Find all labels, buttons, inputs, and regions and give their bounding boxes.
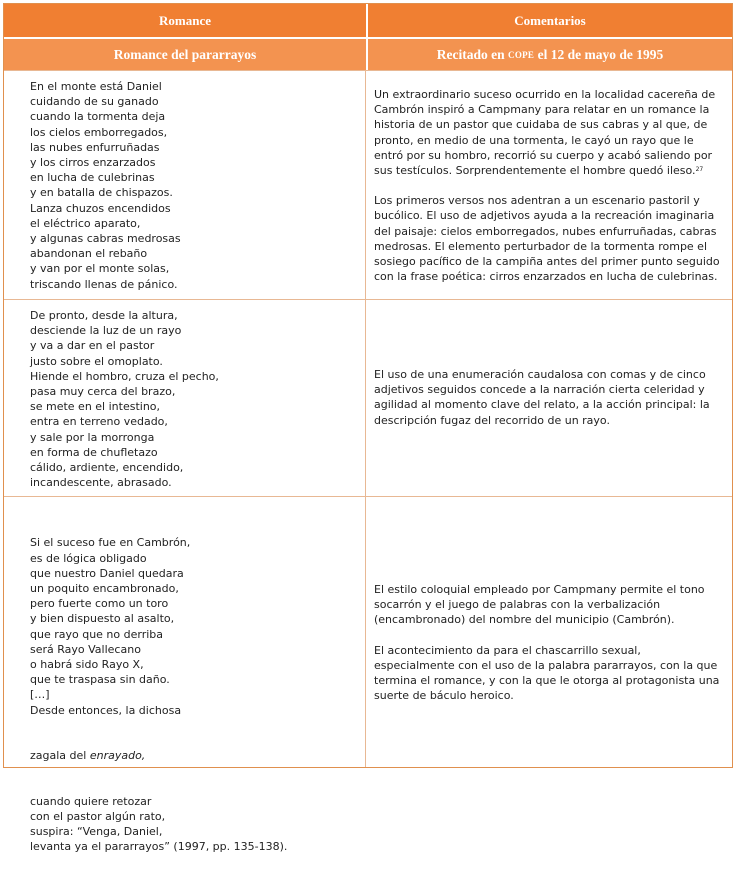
verse-line: se mete en el intestino, — [30, 400, 161, 414]
comment-paragraph: Los primeros versos nos adentran a un escenario pastoril y bucólico. El uso de adjetivos ayuda a la recreación imaginaria del paisaje: cielos emborregados, nubes enfurruñadas, cabras medrosas. El elemento perturbador de la tormenta rompe el sosiego pacífico de la campiña antes del primer punto seguido con la frase poética: cirros enzarzados en lucha de culebrinas. — [374, 194, 720, 284]
verse-line: cuando la tormenta deja — [30, 110, 166, 124]
verse-line: Lanza chuzos encendidos — [30, 201, 171, 215]
cope-label: COPE — [508, 49, 535, 60]
verse-line: triscando llenas de pánico. — [30, 277, 178, 291]
verse-line: y los cirros enzarzados — [30, 156, 156, 170]
verse-line: justo sobre el omoplato. — [30, 354, 163, 368]
table-header — [4, 4, 732, 37]
verse-line: y van por el monte solas, — [30, 262, 170, 276]
verse-line: en forma de chufletazo — [30, 445, 158, 459]
verse-line: es de lógica obligado — [30, 551, 147, 565]
comment-paragraph: Un extraordinario suceso ocurrido en la localidad cacereña de Cambrón inspiró a Campmany para relatar en un romance la historia de un pastor que cuidaba de sus cabras y al que, de pronto, en medio de una tormenta, le cayó un rayo que le entró por su hombro, recorrió su cuerpo y acabó saliendo por sus testículos. Sorprendentemente el hombre quedó ileso.$^{27}$ — [374, 88, 716, 178]
verse-line: levanta ya el pararrayos” (1997, pp. 135-138). — [30, 840, 288, 854]
romance-table — [3, 3, 733, 854]
footnote-ref: 27 — [695, 166, 704, 174]
comment-paragraph: El acontecimiento da para el chascarrillo sexual, especialmente con el uso de la palabra pararrayos, con la que termina el romance, y con la que le otorga al protagonista una suerte de báculo heroico. — [374, 643, 720, 703]
verse-block — [4, 71, 366, 299]
verse-line: las nubes enfurruñadas — [30, 140, 160, 154]
verse-line: el eléctrico aparato, — [30, 216, 141, 230]
column-header-comentarios: Comentarios — [514, 12, 586, 28]
table-row — [4, 496, 732, 854]
verse-line: Si el suceso fue en Cambrón, — [30, 536, 191, 550]
verse-line: En el monte está Daniel — [30, 80, 162, 93]
verse-line: zagala del enrayado, — [30, 749, 146, 763]
subheader-recital-info: Recitado en COPE el 12 de mayo de 1995 — [436, 46, 664, 62]
column-header-romance: Romance — [4, 4, 368, 37]
verse-line: […] — [30, 688, 50, 702]
comment-block — [366, 497, 732, 767]
verse-line: cuidando de su ganado — [30, 95, 159, 109]
verse-line: suspira: “Venga, Daniel, — [30, 825, 163, 839]
verse-line: desciende la luz de un rayo — [30, 324, 182, 338]
verse-line: De pronto, desde la altura, — [30, 309, 178, 322]
verse-line: Desde entonces, la dichosa — [30, 703, 182, 717]
verse-line: o habrá sido Rayo X, — [30, 658, 144, 672]
verse-line: incandescente, abrasado. — [30, 476, 172, 490]
verse-line: cuando quiere retozar — [30, 794, 152, 808]
subheader-poem-title: Romance del pararrayos — [4, 39, 368, 70]
table-row — [4, 70, 732, 299]
table-row — [4, 299, 732, 496]
table-subheader — [4, 37, 732, 70]
verse-line: que rayo que no derriba — [30, 627, 164, 641]
verse-block — [4, 300, 366, 496]
verse-line: entra en terreno vedado, — [30, 415, 168, 429]
verse-line: abandonan el rebaño — [30, 247, 148, 261]
verse-line: y en batalla de chispazos. — [30, 186, 173, 200]
verse-line: que te traspasa sin daño. — [30, 673, 170, 687]
verse-line: los cielos emborregados, — [30, 125, 168, 139]
verse-line: y bien dispuesto al asalto, — [30, 612, 175, 626]
comment-block — [366, 71, 732, 299]
verse-line: un poquito encambronado, — [30, 582, 179, 596]
verse-line: con el pastor algún rato, — [30, 810, 166, 824]
verse-line: y sale por la morronga — [30, 430, 155, 444]
verse-line: en lucha de culebrinas — [30, 171, 155, 185]
comment-paragraph: El uso de una enumeración caudalosa con comas y de cinco adjetivos seguidos concede a la narración cierta celeridad y agilidad al momento clave del relato, a la acción principal: la descripción fugaz del recorrido de un rayo. — [374, 368, 710, 427]
verse-block — [4, 497, 366, 854]
verse-line: que nuestro Daniel quedara — [30, 566, 184, 580]
verse-line: y algunas cabras medrosas — [30, 232, 181, 246]
verse-line: será Rayo Vallecano — [30, 642, 141, 656]
verse-line: pasa muy cerca del brazo, — [30, 385, 176, 399]
verse-line: cálido, ardiente, encendido, — [30, 461, 184, 475]
comment-block — [366, 300, 732, 496]
verse-line: y va a dar en el pastor — [30, 339, 155, 353]
comment-paragraph: El estilo coloquial empleado por Campmany permite el tono socarrón y el juego de palabras con la verbalización (encambronado) del nombre del municipio (Cambrón). — [374, 583, 705, 627]
verse-line: pero fuerte como un toro — [30, 597, 169, 611]
verse-line: Hiende el hombro, cruza el pecho, — [30, 369, 219, 383]
